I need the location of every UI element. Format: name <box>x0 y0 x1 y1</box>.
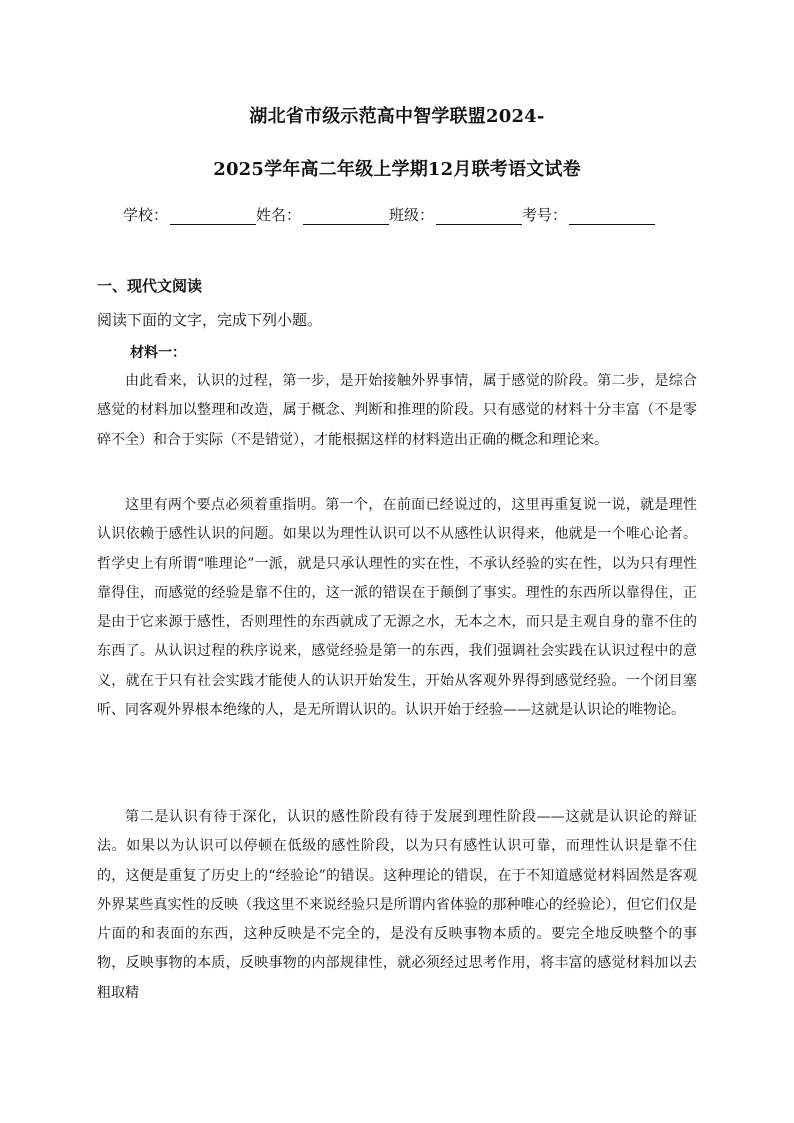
school-label: 学校： <box>123 206 169 224</box>
name-blank[interactable] <box>303 208 389 225</box>
name-label: 姓名： <box>256 206 302 224</box>
exam-no-field <box>522 204 655 225</box>
paragraph-2: 这里有两个要点必须着重指明。第一个，在前面已经说过的，这里再重复说一说，就是理性认识依赖于感性认识的问题。如果以为理性认识可以不从感性认识得来，他就是一个唯心论者。哲学史上有所谓“唯理论”一派，就是只承认理性的实在性，不承认经验的实在性，以为只有理性靠得住，而感觉的经验是靠不住的，这一派的错误在于颠倒了事实。理性的东西所以靠得住，正是由于它来源于感性，否则理性的东西就成了无源之水，无本之木，而只是主观自身的靠不住的东西了。从认识过程的秩序说来，感觉经验是第一的东西，我们强调社会实践在认识过程中的意义，就在于只有社会实践才能使人的认识开始发生，开始从客观外界得到感觉经验。一个闭目塞听、同客观外界根本绝缘的人，是无所谓认识的。认识开始于经验——这就是认识论的唯物论。 <box>97 497 697 719</box>
exam-no-blank[interactable] <box>569 208 655 225</box>
name-field <box>256 204 389 225</box>
school-blank[interactable] <box>170 208 256 225</box>
paragraph-3: 第二是认识有待于深化，认识的感性阶段有待于发展到理性阶段——这就是认识论的辩证法。如果以为认识可以停顿在低级的感性阶段，以为只有感性认识可靠，而理性认识是靠不住的，这便是重复了历史上的“经验论”的错误。这种理论的错误，在于不知道感觉材料固然是客观外界某些真实性的反映（我这里不来说经验只是所谓内省体验的那种唯心的经验论），但它们仅是片面的和表面的东西，这种反映是不完全的，是没有反映事物本质的。要完全地反映整个的事物，反映事物的本质，反映事物的内部规律性，就必须经过思考作用，将丰富的感觉材料加以去粗取精 <box>97 809 697 1001</box>
exam-title-line2: 2025学年高二年级上学期12月联考语文试卷 <box>213 159 581 180</box>
exam-title-line1: 湖北省市级示范高中智学联盟2024- <box>249 106 545 127</box>
paragraph-1: 由此看来，认识的过程，第一步，是开始接触外界事情，属于感觉的阶段。第二步，是综合感觉的材料加以整理和改造，属于概念、判断和推理的阶段。只有感觉的材料十分丰富（不是零碎不全）和合于实际（不是错觉），才能根据这样的材料造出正确的概念和理论来。 <box>97 373 697 448</box>
student-info-row <box>123 204 655 225</box>
school-field <box>123 204 256 225</box>
class-blank[interactable] <box>436 208 522 225</box>
class-label: 班级： <box>389 206 435 224</box>
section-instruction: 阅读下面的文字，完成下列小题。 <box>97 311 323 329</box>
class-field <box>389 204 522 225</box>
material-label: 材料一： <box>130 345 186 361</box>
exam-no-label: 考号： <box>522 206 568 224</box>
section-heading: 一、现代文阅读 <box>97 277 203 295</box>
